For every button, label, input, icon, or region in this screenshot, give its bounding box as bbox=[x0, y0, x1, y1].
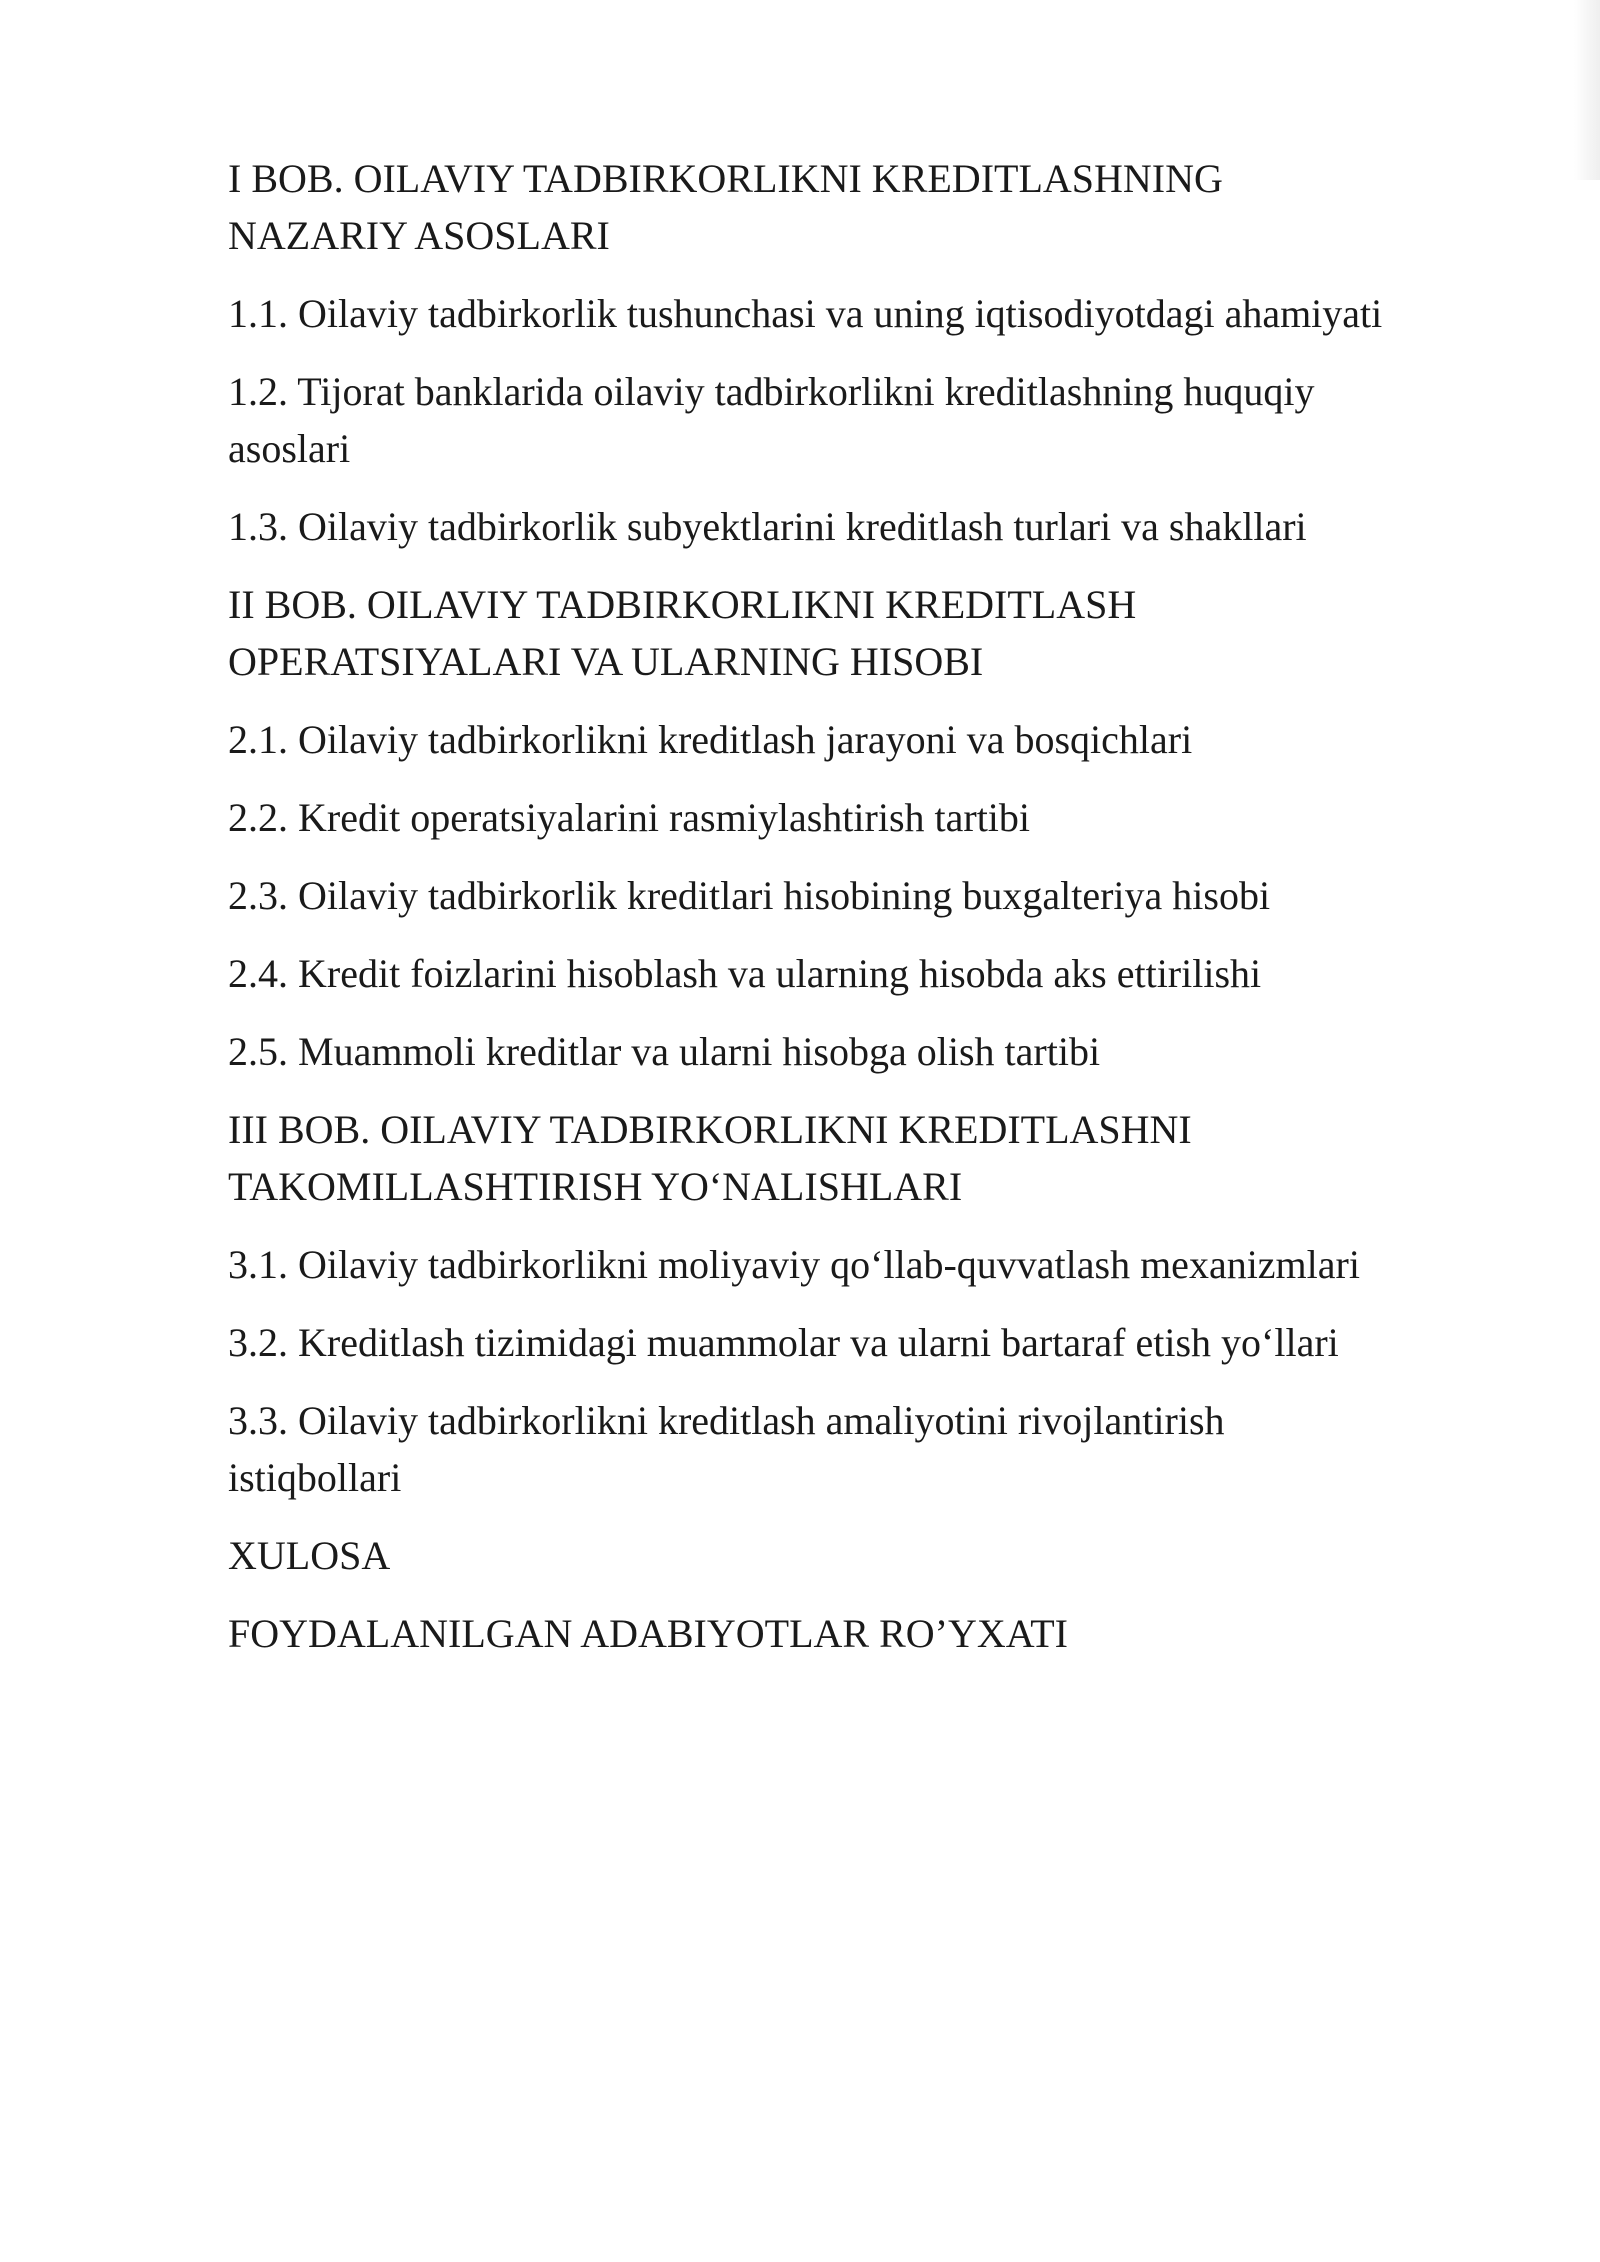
section-3-1 bbox=[228, 1236, 1528, 1293]
section-3-3-line-2: istiqbollari bbox=[228, 1455, 402, 1500]
section-1-1-text: 1.1. Oilaviy tadbirkorlik tushunchasi va uning iqtisodiyotdagi ahamiyati bbox=[228, 291, 1383, 336]
table-of-contents bbox=[228, 150, 1528, 1683]
conclusion-heading bbox=[228, 1527, 1528, 1584]
section-1-2-line-2: asoslari bbox=[228, 426, 351, 471]
chapter-1-heading bbox=[228, 150, 1528, 264]
chapter-2-heading-line-1: II BOB. OILAVIY TADBIRKORLIKNI KREDITLASH bbox=[228, 582, 1137, 627]
conclusion-heading-text: XULOSA bbox=[228, 1533, 391, 1578]
section-2-2 bbox=[228, 789, 1528, 846]
chapter-2-heading bbox=[228, 576, 1528, 690]
chapter-1-heading-line-1: I BOB. OILAVIY TADBIRKORLIKNI KREDITLASHNING bbox=[228, 156, 1223, 201]
section-3-2-text: 3.2. Kreditlash tizimidagi muammolar va ularni bartaraf etish yo‘llari bbox=[228, 1320, 1339, 1365]
chapter-3-heading-line-1: III BOB. OILAVIY TADBIRKORLIKNI KREDITLASHNI bbox=[228, 1107, 1192, 1152]
chapter-1-heading-line-2: NAZARIY ASOSLARI bbox=[228, 213, 610, 258]
section-2-4-text: 2.4. Kredit foizlarini hisoblash va ularning hisobda aks ettirilishi bbox=[228, 951, 1262, 996]
section-2-3 bbox=[228, 867, 1528, 924]
chapter-2-heading-line-2: OPERATSIYALARI VA ULARNING HISOBI bbox=[228, 639, 984, 684]
section-1-2-line-1: 1.2. Tijorat banklarida oilaviy tadbirkorlikni kreditlashning huquqiy bbox=[228, 369, 1315, 414]
section-1-3 bbox=[228, 498, 1528, 555]
section-1-3-text: 1.3. Oilaviy tadbirkorlik subyektlarini kreditlash turlari va shakllari bbox=[228, 504, 1307, 549]
chapter-3-heading bbox=[228, 1101, 1528, 1215]
section-3-3 bbox=[228, 1392, 1528, 1506]
section-1-2 bbox=[228, 363, 1528, 477]
section-2-1-text: 2.1. Oilaviy tadbirkorlikni kreditlash jarayoni va bosqichlari bbox=[228, 717, 1193, 762]
section-1-1 bbox=[228, 285, 1528, 342]
page-edge-shadow bbox=[1574, 0, 1600, 180]
references-heading-text: FOYDALANILGAN ADABIYOTLAR RO’YXATI bbox=[228, 1611, 1068, 1656]
section-2-5-text: 2.5. Muammoli kreditlar va ularni hisobga olish tartibi bbox=[228, 1029, 1101, 1074]
section-3-3-line-1: 3.3. Oilaviy tadbirkorlikni kreditlash amaliyotini rivojlantirish bbox=[228, 1398, 1225, 1443]
section-2-3-text: 2.3. Oilaviy tadbirkorlik kreditlari hisobining buxgalteriya hisobi bbox=[228, 873, 1271, 918]
section-2-5 bbox=[228, 1023, 1528, 1080]
section-2-2-text: 2.2. Kredit operatsiyalarini rasmiylashtirish tartibi bbox=[228, 795, 1031, 840]
section-2-1 bbox=[228, 711, 1528, 768]
chapter-3-heading-line-2: TAKOMILLASHTIRISH YO‘NALISHLARI bbox=[228, 1164, 963, 1209]
section-3-1-text: 3.1. Oilaviy tadbirkorlikni moliyaviy qo‘llab-quvvatlash mexanizmlari bbox=[228, 1242, 1360, 1287]
section-2-4 bbox=[228, 945, 1528, 1002]
section-3-2 bbox=[228, 1314, 1528, 1371]
references-heading bbox=[228, 1605, 1528, 1662]
